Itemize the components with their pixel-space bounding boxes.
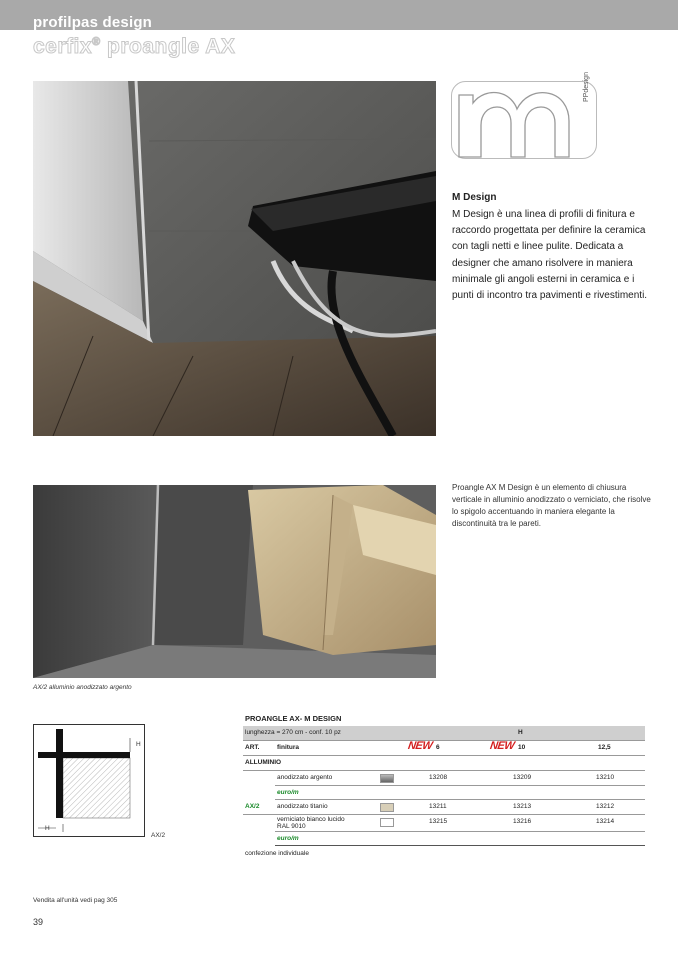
length-info: lunghezza = 270 cm - conf. 10 pz bbox=[245, 729, 341, 736]
h-header: H bbox=[518, 729, 523, 736]
col-art: ART. bbox=[245, 744, 260, 751]
code: 13212 bbox=[596, 803, 615, 810]
finish-swatch bbox=[380, 818, 394, 827]
brand-title: profilpas design bbox=[33, 14, 153, 31]
code: 13210 bbox=[596, 774, 615, 781]
size-10: 10 bbox=[518, 744, 526, 751]
table-header-row bbox=[243, 741, 645, 756]
unit-row bbox=[275, 786, 645, 800]
finish-swatch bbox=[380, 774, 394, 783]
intro-body: M Design è una linea di profili di finitura e raccordo progettata per definire la ceramica con tagli netti e linee pulite. Dedicata a designer che amano risolvere in maniera minimale gli angoli esterni in ceramica e i punti di incontro tra pavimenti e rivestimenti. bbox=[452, 209, 648, 302]
diagram-label-h-bottom: H bbox=[45, 825, 50, 832]
table-title: PROANGLE AX- M DESIGN bbox=[245, 714, 342, 723]
code: 13213 bbox=[513, 803, 532, 810]
bench-interior-photo bbox=[33, 81, 436, 436]
profile-diagram bbox=[33, 724, 145, 837]
unit-label: euro/m bbox=[277, 835, 299, 842]
new-badge-6: NEW bbox=[407, 740, 434, 752]
table-footer-row bbox=[243, 846, 645, 861]
product-title: cerfix® proangle AX bbox=[33, 35, 236, 58]
col-finish: finitura bbox=[277, 744, 300, 751]
table-footer: confezione individuale bbox=[245, 850, 309, 857]
m-design-logo bbox=[451, 81, 597, 159]
finish-swatch bbox=[380, 803, 394, 812]
finish-name: anodizzato titanio bbox=[277, 803, 328, 810]
art-code: AX/2 bbox=[245, 803, 260, 810]
code: 13211 bbox=[429, 803, 447, 810]
photo-caption: AX/2 alluminio anodizzato argento bbox=[33, 684, 132, 691]
finish-name: verniciato bianco lucido RAL 9010 bbox=[277, 816, 345, 830]
table-row bbox=[243, 800, 645, 815]
unit-label: euro/m bbox=[277, 789, 299, 796]
product-table bbox=[243, 726, 645, 861]
diagram-label-ax: AX/2 bbox=[151, 832, 166, 839]
logo-design-word: PPdesign bbox=[583, 72, 590, 102]
footnote: Vendita all'unità vedi pag 305 bbox=[33, 897, 118, 904]
code: 13208 bbox=[429, 774, 448, 781]
section-label: ALLUMINIO bbox=[245, 759, 282, 766]
new-badge-10: NEW bbox=[489, 740, 516, 752]
code: 13209 bbox=[513, 774, 532, 781]
table-row bbox=[275, 815, 645, 832]
table-section-row bbox=[243, 756, 645, 771]
table-length-row bbox=[243, 726, 645, 741]
code: 13214 bbox=[596, 818, 615, 825]
diagram-label-h-right: H bbox=[136, 741, 141, 748]
intro-title: M Design bbox=[452, 192, 497, 203]
corner-detail-photo bbox=[33, 485, 436, 678]
size-6: 6 bbox=[436, 744, 440, 751]
table-row bbox=[275, 771, 645, 786]
product-description: Proangle AX M Design è un elemento di chiusura verticale in alluminio anodizzato o verniciato, che risolve lo spigolo accentuando in maniera elegante la discontinuità tra le pareti. bbox=[452, 483, 651, 528]
finish-name: anodizzato argento bbox=[277, 774, 333, 781]
page-number: 39 bbox=[33, 917, 44, 927]
code: 13216 bbox=[513, 818, 532, 825]
code: 13215 bbox=[429, 818, 448, 825]
size-12-5: 12,5 bbox=[598, 744, 611, 751]
unit-row bbox=[275, 832, 645, 846]
